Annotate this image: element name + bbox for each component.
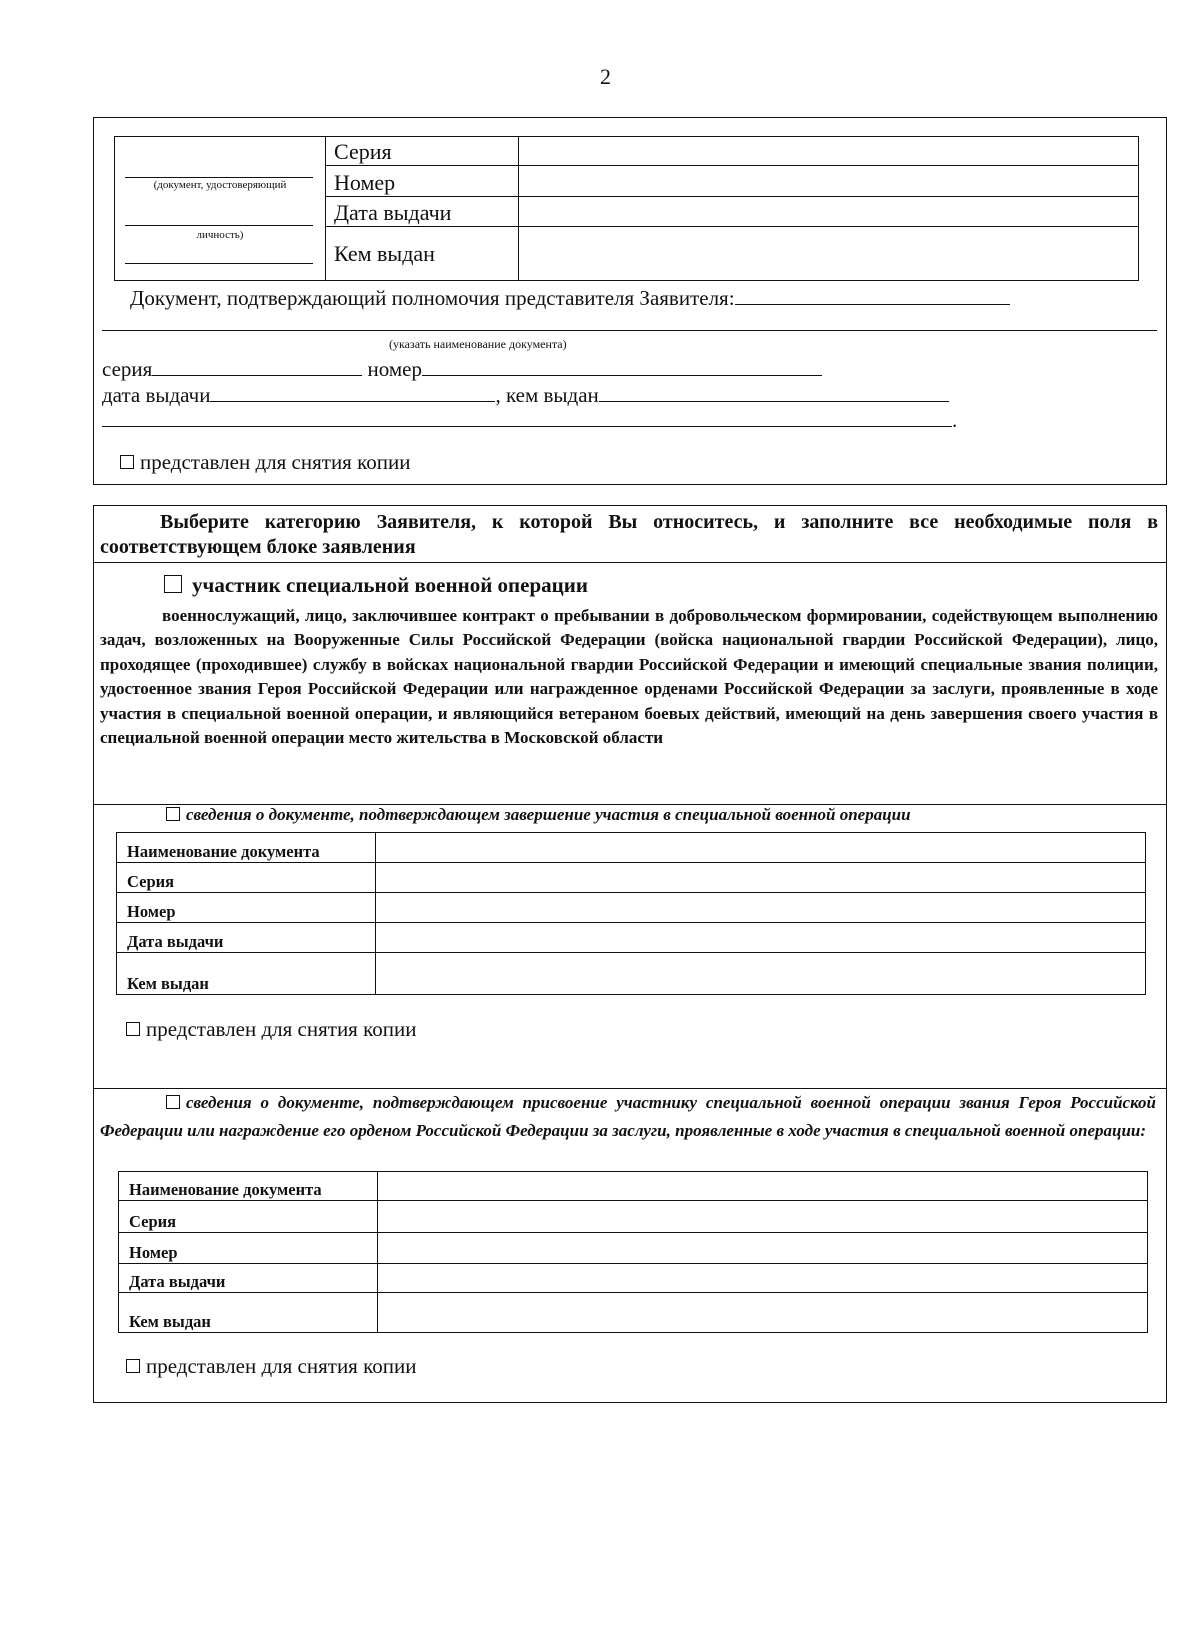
applicant-category-box [93,505,1167,1403]
representative-doc-title: Документ, подтверждающий полномочия представителя Заявителя: [130,286,735,310]
identity-series-label: Серия [326,137,519,166]
representative-copy-checkbox[interactable] [120,455,134,469]
hero-doc-series-label: Серия [119,1201,378,1233]
completion-doc-name-field[interactable] [376,833,1146,863]
svo-participant-title: участник специальной военной операции [192,573,588,597]
completion-doc-issued-by-label: Кем выдан [117,953,376,995]
identity-issued-by-field[interactable] [519,227,1139,281]
completion-doc-copy-label: представлен для снятия копии [146,1017,417,1041]
representative-issued-by-label: , кем выдан [495,383,599,407]
representative-doc-name-line[interactable] [102,330,1157,331]
divider [94,562,1166,563]
completion-doc-number-field[interactable] [376,893,1146,923]
hero-doc-title: сведения о документе, подтверждающем присвоение участнику специальной военной операции звания Героя Российской Федерации или награждение его орденом Российской Федерации за заслуги, проявленные в ходе участия в специальной военной операции: [100,1093,1156,1140]
representative-series-label: серия [102,357,153,381]
completion-doc-title: сведения о документе, подтверждающем завершение участия в специальной военной операции [186,805,911,824]
representative-number-label: номер [367,357,422,381]
svo-participant-checkbox[interactable] [164,575,182,593]
completion-doc-issue-date-field[interactable] [376,923,1146,953]
identity-issue-date-label: Дата выдачи [326,197,519,227]
identity-series-field[interactable] [519,137,1139,166]
hero-doc-issued-by-field[interactable] [378,1293,1148,1333]
hero-doc-number-label: Номер [119,1233,378,1264]
identity-issue-date-field[interactable] [519,197,1139,227]
representative-issue-date-label: дата выдачи [102,383,211,407]
representative-issued-by-field[interactable] [599,383,949,402]
completion-doc-issued-by-field[interactable] [376,953,1146,995]
identity-caption-line1: (документ, удостоверяющий [153,179,287,191]
completion-doc-name-label: Наименование документа [117,833,376,863]
representative-end-mark: . [952,408,958,432]
hero-doc-issue-date-field[interactable] [378,1264,1148,1293]
representative-copy-label: представлен для снятия копии [140,450,411,474]
identity-and-representative-box [93,117,1167,485]
hero-doc-issue-date-label: Дата выдачи [119,1264,378,1293]
completion-doc-checkbox[interactable] [166,807,180,821]
hero-doc-name-label: Наименование документа [119,1172,378,1201]
completion-doc-series-field[interactable] [376,863,1146,893]
page-number: 2 [600,64,611,89]
hero-doc-series-field[interactable] [378,1201,1148,1233]
hero-doc-copy-label: представлен для снятия копии [146,1354,417,1378]
identity-document-table [114,136,1139,281]
representative-doc-name-field[interactable] [735,286,1010,305]
svo-participant-description: военнослужащий, лицо, заключившее контракт о пребывании в добровольческом формировании, содействующем выполнению задач, возложенных на Вооруженные Силы Российской Федерации (войска национальной гвардии Российской Федерации), лицо, проходящее (проходившее) службу в войсках национальной гвардии Российской Федерации и имеющий специальные звания полиции, удостоенное звания Героя Российской Федерации или награжденное орденами Российской Федерации за заслуги, проявленные в ходе участия в специальной военной операции, и являющийся ветераном боевых действий, имеющий на день завершения своего участия в специальной военной операции место жительства в Московской области [100,606,1158,748]
identity-caption-line2: личность) [196,229,244,241]
identity-number-label: Номер [326,166,519,197]
representative-issued-by-line2[interactable] [102,408,952,427]
hero-doc-number-field[interactable] [378,1233,1148,1264]
completion-doc-table [116,832,1146,995]
hero-doc-copy-checkbox[interactable] [126,1359,140,1373]
identity-document-type-field[interactable] [115,137,326,281]
representative-issue-date-field[interactable] [210,383,495,402]
hero-doc-checkbox[interactable] [166,1095,180,1109]
completion-doc-copy-checkbox[interactable] [126,1022,140,1036]
representative-series-field[interactable] [152,357,362,376]
completion-doc-issue-date-label: Дата выдачи [117,923,376,953]
hero-doc-table [118,1171,1148,1333]
representative-doc-caption: (указать наименование документа) [389,337,567,351]
completion-doc-number-label: Номер [117,893,376,923]
category-heading: Выберите категорию Заявителя, к которой Вы относитесь, и заполните все необходимые поля в соответствующем блоке заявления [100,511,1158,558]
identity-number-field[interactable] [519,166,1139,197]
representative-number-field[interactable] [422,357,822,376]
completion-doc-series-label: Серия [117,863,376,893]
hero-doc-name-field[interactable] [378,1172,1148,1201]
hero-doc-issued-by-label: Кем выдан [119,1293,378,1333]
identity-issued-by-label: Кем выдан [326,227,519,281]
